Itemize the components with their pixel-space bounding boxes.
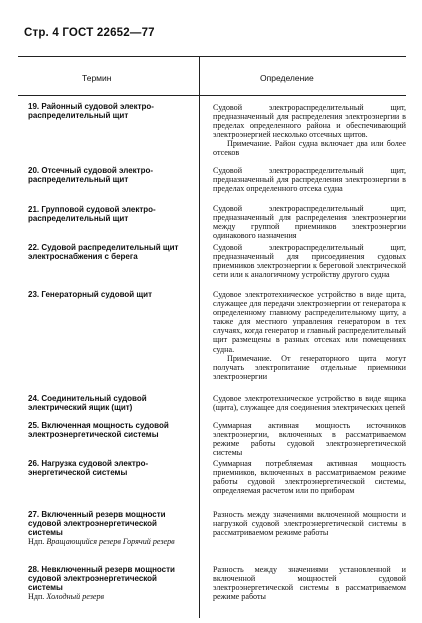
- term-28-text: 28. Невключенный резерв мощности судовой электроэнергетической системы: [28, 565, 175, 593]
- term-28-ndp: [28, 592, 194, 601]
- term-24: 24. Соединительный судовой электрический ящик (щит): [28, 394, 147, 413]
- term-27-text: 27. Включенный резерв мощности судовой электроэнергетической системы: [28, 510, 166, 538]
- definition-20: Судовой электрораспределительный щит, предназначенный для распределения электроэнергии в пределах определенного отсека судна: [213, 166, 406, 194]
- term-19: 19. Районный судовой электро-распределительный щит: [28, 102, 154, 121]
- term-27-ndp: [28, 537, 194, 546]
- definition-23-text: Судовое электротехническое устройство в виде щита, служащее для передачи электроэнергии от генератора к определенному главному распределительному щиту, а также для местного управления генератором в тех случаях, когда генератор и главный распределительный щит размещены в разных отсеках или помещениях судна.: [213, 290, 406, 354]
- term-22: 22. Судовой распределительный щит электроснабжения с берега: [28, 243, 179, 262]
- term-28-ndp-label: Ндп.: [28, 592, 45, 602]
- definition-25: Суммарная активная мощность источников электроэнергии, включенных в рассматриваемом режиме работы судовой электроэнергетической системы: [213, 421, 406, 458]
- term-23: 23. Генераторный судовой щит: [28, 290, 153, 299]
- definition-24: Судовое электротехническое устройство в виде ящика (щита), служащее для соединения электрических цепей: [213, 394, 406, 413]
- definition-23: [213, 290, 406, 381]
- column-title-definition: Определение: [260, 73, 314, 83]
- term-27: [28, 510, 194, 546]
- term-26: 26. Нагрузка судовой электро-энергетической системы: [28, 459, 149, 478]
- table-column-divider: [199, 56, 200, 618]
- term-27-ndp-terms: Вращающийся резерв Горячий резерв: [46, 537, 175, 547]
- term-20: 20. Отсечный судовой электро-распределительный щит: [28, 166, 154, 185]
- definition-28: Разность между значениями установленной и включенной мощностей судовой электроэнергетической системы в рассматриваемом режиме работы: [213, 565, 406, 602]
- table-top-rule: [18, 56, 406, 57]
- definition-23-note: Примечание. От генераторного щита могут получать электропитание отдельные приемники электроэнергии: [213, 353, 406, 381]
- definition-27: Разность между значениями включенной мощности и нагрузкой судовой электроэнергетической системы в рассматриваемом режиме работы: [213, 510, 406, 538]
- definition-26: Суммарная потребляемая активная мощность приемников, включенных в рассматриваемом режиме работы судовой электроэнергетической системы, определяемая расчетом или по приборам: [213, 459, 406, 496]
- term-28: [28, 565, 194, 601]
- term-21: 21. Групповой судовой электро-распределительный щит: [28, 205, 156, 224]
- definition-22: Судовой электрораспределительный щит, предназначенный для присоединения судовых приемников электроэнергии к береговой электрической сети или к аналогичному устройству другого судна: [213, 243, 406, 280]
- term-27-ndp-label: Ндп.: [28, 537, 45, 547]
- column-title-term: Термин: [82, 73, 112, 83]
- definition-19-text: Судовой электрораспределительный щит, предназначенный для распределения электроэнергии в пределах определенного района и обеспечивающий электроэнергией несколько отсечных щитов.: [213, 103, 406, 140]
- table-header-rule: [18, 95, 406, 96]
- definition-21: Судовой электрораспределительный щит, предназначенный для распределения электроэнергии между группой приемников электроэнергии одинакового назначения: [213, 204, 406, 241]
- page-header: Стр. 4 ГОСТ 22652—77: [24, 27, 155, 39]
- term-28-ndp-terms: Холодный резерв: [46, 592, 105, 602]
- definition-19: [213, 103, 406, 158]
- definition-19-note: Примечание. Район судна включает два или более отсеков: [213, 139, 406, 158]
- term-25: 25. Включенная мощность судовой электроэнергетической системы: [28, 421, 169, 440]
